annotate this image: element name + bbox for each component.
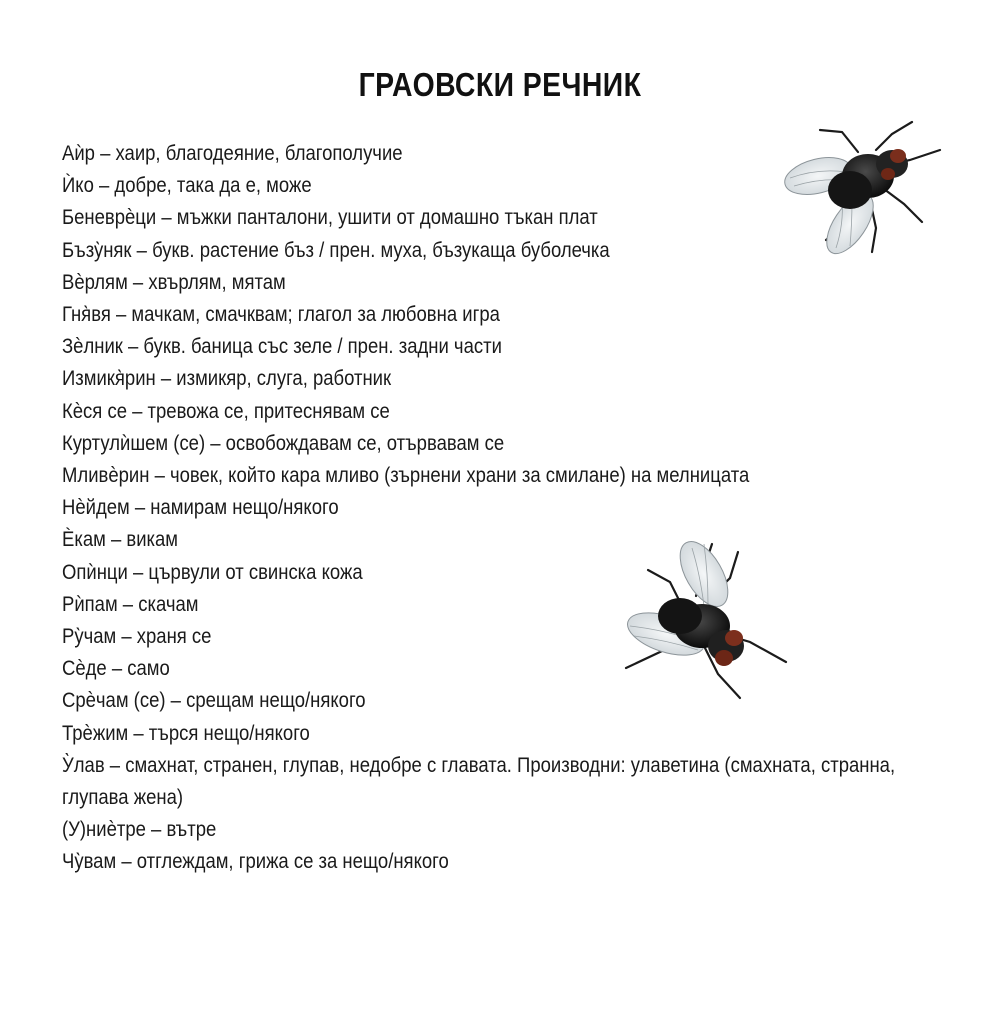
fly-icon — [600, 534, 790, 709]
glossary-entry: Трѐжим – търся нещо/някого — [62, 720, 310, 745]
glossary-entry: Куртулѝшем (се) – освобождавам се, отървавам се — [62, 430, 505, 455]
glossary-entry: Ѝко – добре, така да е, може — [62, 173, 312, 198]
glossary-entry: Бъзу̀няк – букв. растение бъз / прен. муха, бъзукаща буболечка — [62, 237, 610, 262]
glossary-entry: Опѝнци – цървули от свинска кожа — [62, 559, 363, 584]
glossary-entry: Рѝпам – скачам — [62, 591, 199, 616]
glossary-entry: Кѐся се – тревожа се, притеснявам се — [62, 398, 390, 423]
page-title: ГРАОВСКИ РЕЧНИК — [358, 66, 642, 103]
glossary-entry: Ру̀чам – храня се — [62, 624, 212, 649]
glossary-entry: (У)ниѐтре – вътре — [62, 817, 217, 842]
glossary-entry: Беневрѐци – мъжки панталони, ушити от домашно тъкан плат — [62, 205, 598, 230]
fly-icon — [780, 112, 945, 260]
glossary-entry: Сѐде – само — [62, 656, 170, 681]
glossary-entry: Нѐйдем – намирам нещо/някого — [62, 495, 339, 520]
glossary-entry: Мливѐрин – човек, който кара мливо (зърнени храни за смилане) на мелницата — [62, 463, 750, 488]
glossary-entry: Измикя̀рин – измикяр, слуга, работник — [62, 366, 392, 391]
glossary-entry: Вѐрлям – хвърлям, мятам — [62, 269, 286, 294]
glossary-entry: Срѐчам (се) – срещам нещо/някого — [62, 688, 366, 713]
glossary-entry: Ѐкам – викам — [62, 527, 179, 552]
glossary-entry: Гня̀вя – мачкам, смачквам; глагол за любовна игра — [62, 302, 500, 327]
glossary-entry: Чу̀вам – отглеждам, грижа се за нещо/някого — [62, 849, 449, 874]
glossary-entry: У̀лав – смахнат, странен, глупав, недобре с главата. Производни: улаветина (смахната, странна, глупава жена) — [62, 752, 896, 810]
glossary-entry: Зѐлник – букв. баница със зеле / прен. задни части — [62, 334, 502, 359]
glossary-entry: Аѝр – хаир, благодеяние, благополучие — [62, 141, 403, 165]
